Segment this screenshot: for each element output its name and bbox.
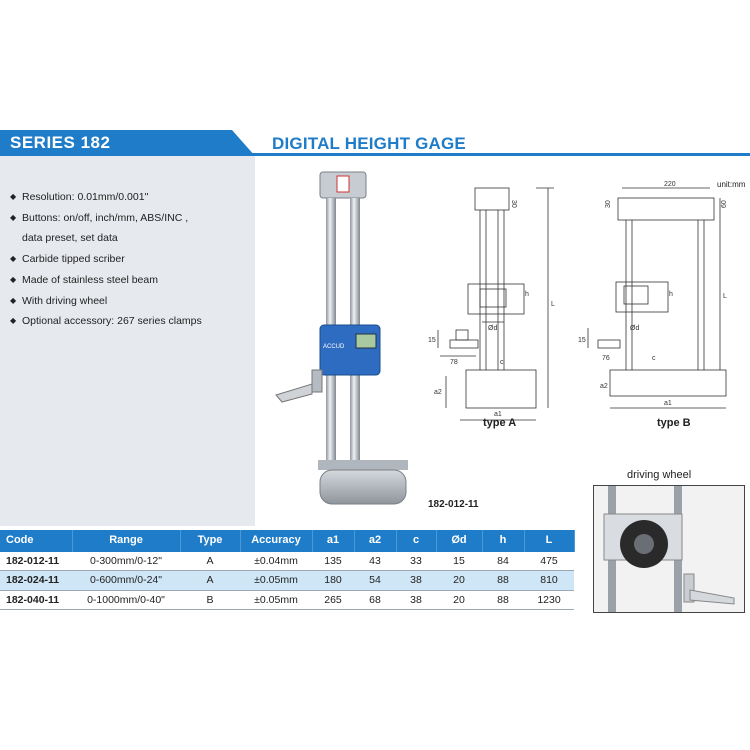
dim-h: h — [525, 291, 529, 298]
feature-item: ◆ Carbide tipped scriber — [10, 249, 250, 270]
feature-item: ◆ Buttons: on/off, inch/mm, ABS/INC , — [10, 208, 250, 229]
photo-model-code: 182-012-11 — [428, 499, 479, 510]
feature-item: ◆ With driving wheel — [10, 291, 250, 312]
col-range: Range — [72, 530, 180, 551]
col-c: c — [396, 530, 436, 551]
type-a-drawing — [420, 180, 580, 440]
dim-a1-b: a1 — [664, 400, 672, 407]
col-a1: a1 — [312, 530, 354, 551]
dim-15: 15 — [428, 337, 436, 344]
driving-wheel-title: driving wheel — [627, 469, 692, 481]
col-od: Ød — [436, 530, 482, 551]
series-title: SERIES 182 — [10, 133, 111, 152]
dim-60: 60 — [721, 200, 728, 208]
col-a2: a2 — [354, 530, 396, 551]
spec-table — [0, 530, 575, 610]
dim-15-b: 15 — [578, 337, 586, 344]
diamond-bullet-icon: ◆ — [10, 192, 17, 201]
diamond-bullet-icon: ◆ — [10, 274, 17, 284]
col-code: Code — [0, 530, 72, 551]
dim-od-b: Ød — [630, 325, 640, 332]
driving-wheel-photo-frame — [593, 485, 745, 613]
dim-30-b: 30 — [605, 200, 612, 208]
feature-list — [10, 187, 250, 332]
col-h: h — [482, 530, 524, 551]
brand-logo: ACCUD — [323, 344, 345, 350]
col-L: L — [524, 530, 574, 551]
table-row: 182-024-11 0-600mm/0-24" A ±0.05mm 180 54 38 20 88 810 — [0, 571, 574, 591]
dim-a2-b: a2 — [600, 383, 608, 390]
col-type: Type — [180, 530, 240, 551]
dim-od: Ød — [488, 325, 498, 332]
height-gage-photo — [268, 170, 418, 510]
diamond-bullet-icon: ◆ — [10, 212, 17, 222]
dim-a2: a2 — [434, 389, 442, 396]
feature-item: ◆ Optional accessory: 267 series clamps — [10, 311, 250, 332]
dim-L: L — [551, 301, 555, 308]
dim-h-b: h — [669, 291, 673, 298]
unit-label: unit:mm — [717, 180, 746, 189]
dim-L-b: L — [723, 293, 727, 300]
product-title: DIGITAL HEIGHT GAGE — [272, 134, 466, 153]
feature-item: ◆ Resolution: 0.01mm/0.001" — [10, 187, 250, 208]
dim-a1: a1 — [494, 411, 502, 418]
type-b-label: type B — [657, 417, 691, 429]
type-b-drawing — [570, 178, 750, 440]
dim-78: 78 — [450, 359, 458, 366]
feature-item: ◆ Made of stainless steel beam — [10, 270, 250, 291]
col-accuracy: Accuracy — [240, 530, 312, 551]
dim-76: 76 — [602, 355, 610, 362]
dim-c-b: c — [652, 355, 656, 362]
table-row: 182-040-11 0-1000mm/0-40" B ±0.05mm 265 68 38 20 88 1230 — [0, 590, 574, 610]
table-row: 182-012-11 0-300mm/0-12" A ±0.04mm 135 43 33 15 84 475 — [0, 551, 574, 571]
dim-c: c — [500, 359, 504, 366]
table-header-row — [0, 530, 574, 551]
driving-wheel-photo — [594, 486, 745, 613]
diamond-bullet-icon: ◆ — [10, 295, 17, 305]
diamond-bullet-icon: ◆ — [10, 316, 17, 326]
diamond-bullet-icon: ◆ — [10, 254, 17, 264]
dim-220: 220 — [664, 181, 676, 188]
dim-30: 30 — [510, 200, 517, 208]
feature-item-continued: data preset, set data — [22, 232, 118, 245]
type-a-label: type A — [483, 417, 517, 429]
